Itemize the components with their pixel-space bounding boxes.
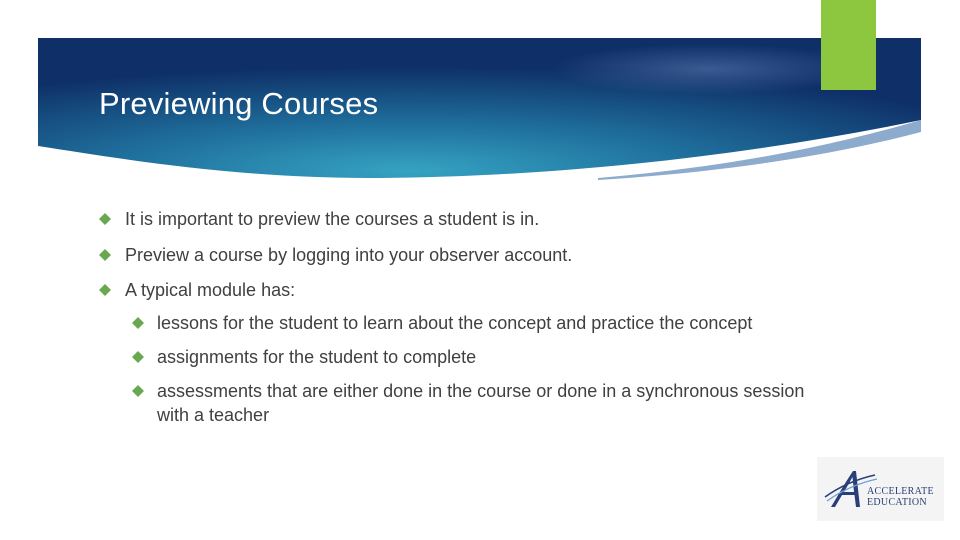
diamond-bullet-icon <box>131 311 145 335</box>
diamond-bullet-icon <box>131 345 145 369</box>
accelerate-education-logo <box>817 457 944 521</box>
bullet-item <box>98 243 572 267</box>
green-accent-bar <box>821 0 876 90</box>
diamond-bullet-icon <box>131 379 145 403</box>
diamond-bullet-icon <box>98 207 112 231</box>
bullet-text: Preview a course by logging into your observer account. <box>125 245 573 265</box>
sub-bullet-item <box>131 311 752 335</box>
bullet-item <box>98 278 295 302</box>
slide-title: Previewing Courses <box>99 86 379 121</box>
sub-bullet-text: assignments for the student to complete <box>157 347 477 367</box>
logo-text-line2: EDUCATION <box>867 497 927 508</box>
bullet-text: It is important to preview the courses a student is in. <box>125 209 540 229</box>
sub-bullet-item <box>131 379 817 427</box>
sub-bullet-text: lessons for the student to learn about the concept and practice the concept <box>157 313 753 333</box>
sub-bullet-text: assessments that are either done in the course or done in a synchronous session with a teacher <box>157 381 805 425</box>
diamond-bullet-icon <box>98 243 112 267</box>
logo-text-line1: ACCELERATE <box>867 486 934 497</box>
diamond-bullet-icon <box>98 278 112 302</box>
bullet-item <box>98 207 539 231</box>
bullet-text: A typical module has: <box>125 280 296 300</box>
sub-bullet-item <box>131 345 476 369</box>
